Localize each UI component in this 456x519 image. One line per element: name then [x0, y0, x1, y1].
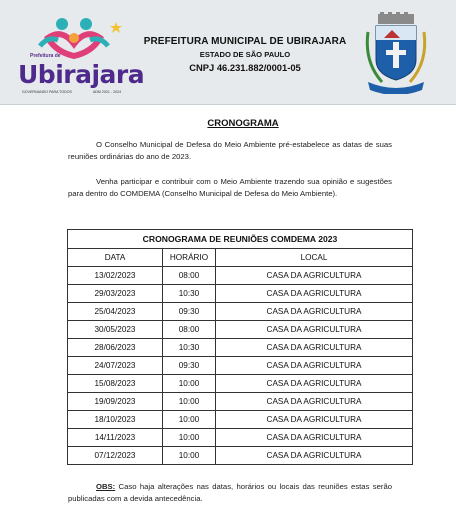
- cell-date: 29/03/2023: [68, 285, 163, 303]
- letterhead-text: [140, 36, 350, 73]
- intro-paragraph-text: O Conselho Municipal de Defesa do Meio Ambiente pré-estabelece as datas de suas reuniões ordinárias do ano de 2023.: [68, 140, 392, 161]
- cell-location: CASA DA AGRICULTURA: [216, 411, 413, 429]
- cell-date: 25/04/2023: [68, 303, 163, 321]
- logo-term-text: ADM 2021 - 2024: [92, 90, 122, 94]
- cell-date: 15/08/2023: [68, 375, 163, 393]
- cell-date: 19/09/2023: [68, 393, 163, 411]
- table-row: [68, 357, 413, 375]
- table-row: [68, 411, 413, 429]
- letterhead: [0, 0, 456, 105]
- table-row: [68, 267, 413, 285]
- observation-text: Caso haja alterações nas datas, horários ou locais das reuniões estas serão publicadas com a devida antecedência.: [68, 482, 392, 503]
- cell-location: CASA DA AGRICULTURA: [216, 447, 413, 465]
- cnpj-number: CNPJ 46.231.882/0001-05: [189, 62, 301, 73]
- cell-time: 09:30: [163, 357, 216, 375]
- observation-note: [68, 481, 392, 505]
- cell-location: CASA DA AGRICULTURA: [216, 357, 413, 375]
- cell-date: 18/10/2023: [68, 411, 163, 429]
- cell-time: 10:30: [163, 285, 216, 303]
- invitation-paragraph: [68, 176, 392, 200]
- table-row: [68, 447, 413, 465]
- column-header-time: HORÁRIO: [163, 249, 216, 267]
- logo-tagline-text: GOVERNANDO PARA TODOS: [22, 90, 72, 94]
- coat-of-arms-icon: [362, 12, 430, 94]
- cell-time: 09:30: [163, 303, 216, 321]
- logo-small-text: Prefeitura de: [30, 53, 61, 59]
- table-row: [68, 303, 413, 321]
- document-title: CRONOGRAMA: [207, 118, 279, 129]
- cell-location: CASA DA AGRICULTURA: [216, 303, 413, 321]
- cell-location: CASA DA AGRICULTURA: [216, 285, 413, 303]
- cell-time: 08:00: [163, 321, 216, 339]
- cell-location: CASA DA AGRICULTURA: [216, 375, 413, 393]
- meeting-schedule-table: [67, 229, 413, 465]
- cell-time: 10:00: [163, 447, 216, 465]
- cell-time: 08:00: [163, 267, 216, 285]
- intro-paragraph: [68, 139, 392, 163]
- cell-location: CASA DA AGRICULTURA: [216, 339, 413, 357]
- cell-date: 30/05/2023: [68, 321, 163, 339]
- table-row: [68, 429, 413, 447]
- cell-time: 10:00: [163, 393, 216, 411]
- column-header-date: DATA: [68, 249, 163, 267]
- table-row: [68, 393, 413, 411]
- table-row: [68, 375, 413, 393]
- cell-location: CASA DA AGRICULTURA: [216, 321, 413, 339]
- table-row: [68, 285, 413, 303]
- table-header-row: [68, 249, 413, 267]
- cell-time: 10:00: [163, 375, 216, 393]
- cell-date: 13/02/2023: [68, 267, 163, 285]
- column-header-location: LOCAL: [216, 249, 413, 267]
- municipality-name: PREFEITURA MUNICIPAL DE UBIRAJARA: [143, 36, 347, 47]
- logo-wordmark: Ubirajara: [18, 60, 145, 89]
- cell-location: CASA DA AGRICULTURA: [216, 393, 413, 411]
- cell-location: CASA DA AGRICULTURA: [216, 429, 413, 447]
- cell-time: 10:00: [163, 429, 216, 447]
- state-name: ESTADO DE SÃO PAULO: [199, 50, 291, 59]
- cell-date: 24/07/2023: [68, 357, 163, 375]
- cell-time: 10:30: [163, 339, 216, 357]
- table-row: [68, 339, 413, 357]
- logo-tagline: [18, 90, 130, 94]
- invitation-paragraph-text: Venha participar e contribuir com o Meio Ambiente trazendo sua opinião e sugestões para dentro do COMDEMA (Conselho Municipal de Defesa do Meio Ambiente).: [68, 177, 392, 198]
- observation-label: OBS:: [96, 482, 116, 491]
- cell-date: 28/06/2023: [68, 339, 163, 357]
- cell-date: 07/12/2023: [68, 447, 163, 465]
- cell-time: 10:00: [163, 411, 216, 429]
- cell-date: 14/11/2023: [68, 429, 163, 447]
- cell-location: CASA DA AGRICULTURA: [216, 267, 413, 285]
- table-caption-row: [68, 230, 413, 249]
- table-row: [68, 321, 413, 339]
- ubirajara-logo: [18, 16, 145, 96]
- table-caption: CRONOGRAMA DE REUNIÕES COMDEMA 2023: [68, 230, 413, 249]
